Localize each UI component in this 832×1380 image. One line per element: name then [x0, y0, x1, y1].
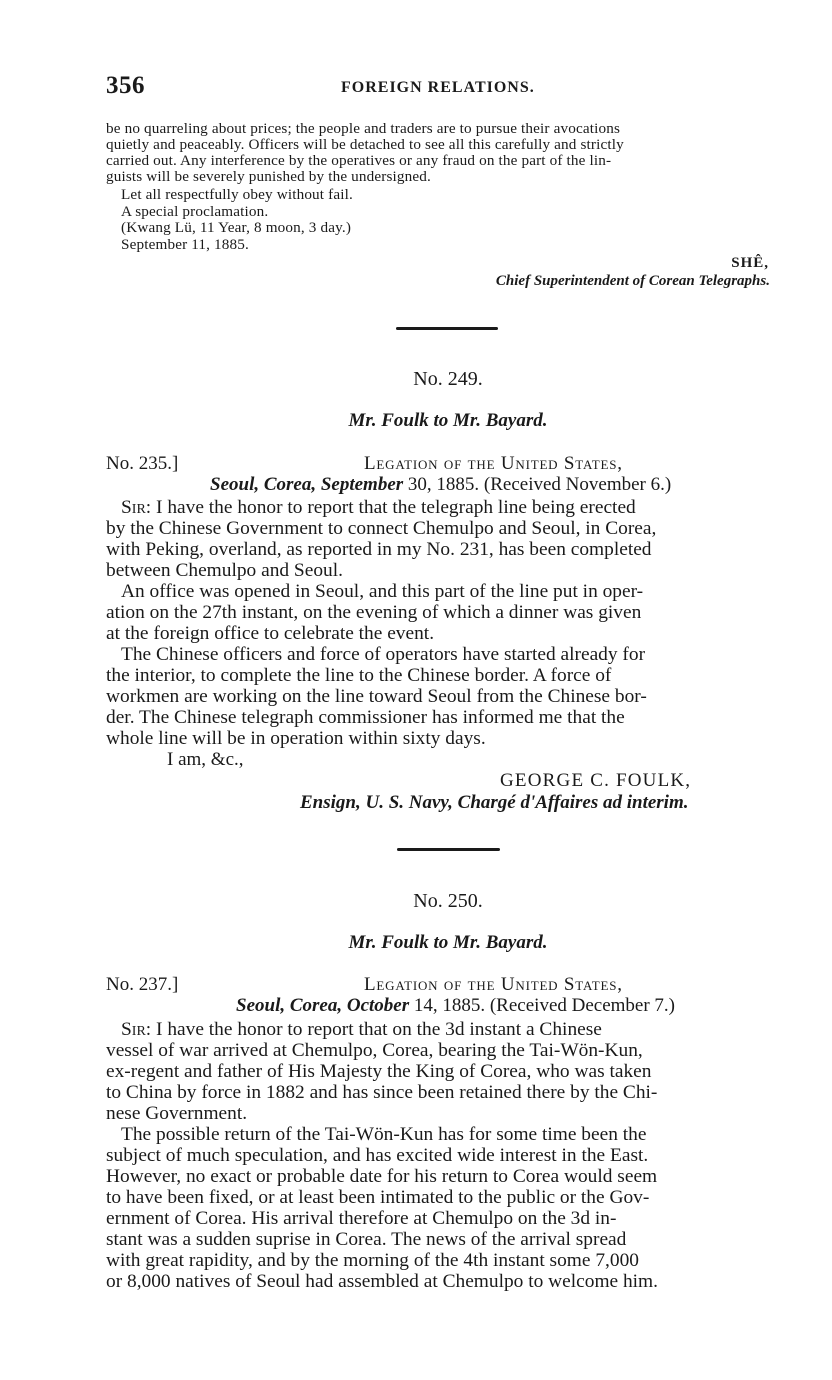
legation-line: Legation of the United States,: [364, 453, 623, 474]
text-line: ation on the 27th instant, on the evening of which a dinner was given: [106, 602, 642, 623]
section-divider: [396, 327, 498, 330]
text-line: at the foreign office to celebrate the event.: [106, 623, 435, 644]
text-line: [121, 1019, 792, 1040]
dateline-place: Seoul, Corea, October: [236, 995, 410, 1016]
reference-number: No. 235.]: [106, 453, 179, 474]
document-number: No. 250.: [413, 890, 483, 912]
text-line: with great rapidity, and by the morning of the 4th instant some 7,000: [106, 1250, 639, 1271]
sender-name: GEORGE C. FOULK,: [500, 770, 692, 791]
text-line: to have been fixed, or at least been intimated to the public or the Gov-: [106, 1187, 650, 1208]
section-divider: [397, 848, 500, 851]
dateline-rest: 14, 1885. (Received December 7.): [413, 995, 676, 1016]
legation-line: Legation of the United States,: [364, 974, 623, 995]
text-segment: I have the honor to report that on the 3d instant a Chinese: [156, 1019, 602, 1040]
text-line: The possible return of the Tai-Wön-Kun has for some time been the: [121, 1124, 647, 1145]
text-line: (Kwang Lü, 11 Year, 8 moon, 3 day.): [121, 219, 352, 236]
dateline-place: Seoul, Corea, September: [210, 474, 404, 495]
text-line: be no quarreling about prices; the people and traders are to pursue their avocations: [106, 120, 621, 137]
salutation: Sir:: [121, 1019, 152, 1040]
text-line: with Peking, overland, as reported in my No. 231, has been completed: [106, 539, 652, 560]
text-line: An office was opened in Seoul, and this part of the line put in oper-: [121, 581, 644, 602]
text-line: A special proclamation.: [121, 203, 269, 220]
text-line: However, no exact or probable date for his return to Corea would seem: [106, 1166, 658, 1187]
signature-name: SHÊ,: [731, 255, 769, 271]
dateline-rest: 30, 1885. (Received November 6.): [407, 474, 672, 495]
text-line: nese Government.: [106, 1103, 248, 1124]
reference-number: No. 237.]: [106, 974, 179, 995]
text-line: whole line will be in operation within sixty days.: [106, 728, 486, 749]
text-line: by the Chinese Government to connect Chemulpo and Seoul, in Corea,: [106, 518, 657, 539]
text-line: workmen are working on the line toward Seoul from the Chinese bor-: [106, 686, 647, 707]
salutation: Sir:: [121, 497, 152, 518]
text-line: ex-regent and father of His Majesty the King of Corea, who was taken: [106, 1061, 652, 1082]
text-line: to China by force in 1882 and has since been retained there by the Chi-: [106, 1082, 658, 1103]
sender-title: Ensign, U. S. Navy, Chargé d'Affaires ad interim.: [300, 792, 689, 813]
text-line: stant was a sudden suprise in Corea. The news of the arrival spread: [106, 1229, 627, 1250]
text-line: between Chemulpo and Seoul.: [106, 560, 343, 581]
text-line: der. The Chinese telegraph commissioner has informed me that the: [106, 707, 625, 728]
document-number: No. 249.: [413, 368, 483, 390]
text-line: vessel of war arrived at Chemulpo, Corea, bearing the Tai-Wön-Kun,: [106, 1040, 643, 1061]
text-segment: I have the honor to report that the telegraph line being erected: [156, 497, 636, 518]
text-line: Let all respectfully obey without fail.: [121, 186, 353, 203]
document-heading: Mr. Foulk to Mr. Bayard.: [348, 932, 548, 953]
document-heading: Mr. Foulk to Mr. Bayard.: [348, 410, 548, 431]
text-line: guists will be severely punished by the undersigned.: [106, 168, 431, 185]
text-line: quietly and peaceably. Officers will be detached to see all this carefully and strictly: [106, 136, 624, 153]
text-line: the interior, to complete the line to the Chinese border. A force of: [106, 665, 612, 686]
dateline: [210, 474, 671, 496]
text-line: subject of much speculation, and has excited wide interest in the East.: [106, 1145, 649, 1166]
text-line: or 8,000 natives of Seoul had assembled at Chemulpo to welcome him.: [106, 1271, 658, 1292]
text-line: carried out. Any interference by the operatives or any fraud on the part of the lin-: [106, 152, 612, 169]
text-line: The Chinese officers and force of operators have started already for: [121, 644, 646, 665]
dateline: [236, 995, 675, 1017]
text-line: [121, 497, 792, 518]
closing: I am, &c.,: [167, 749, 244, 770]
running-head: FOREIGN RELATIONS.: [341, 79, 535, 96]
signature-title: Chief Superintendent of Corean Telegraphs.: [495, 273, 770, 289]
text-line: September 11, 1885.: [121, 236, 249, 253]
page-number: 356: [106, 72, 145, 99]
text-line: ernment of Corea. His arrival therefore at Chemulpo on the 3d in-: [106, 1208, 617, 1229]
